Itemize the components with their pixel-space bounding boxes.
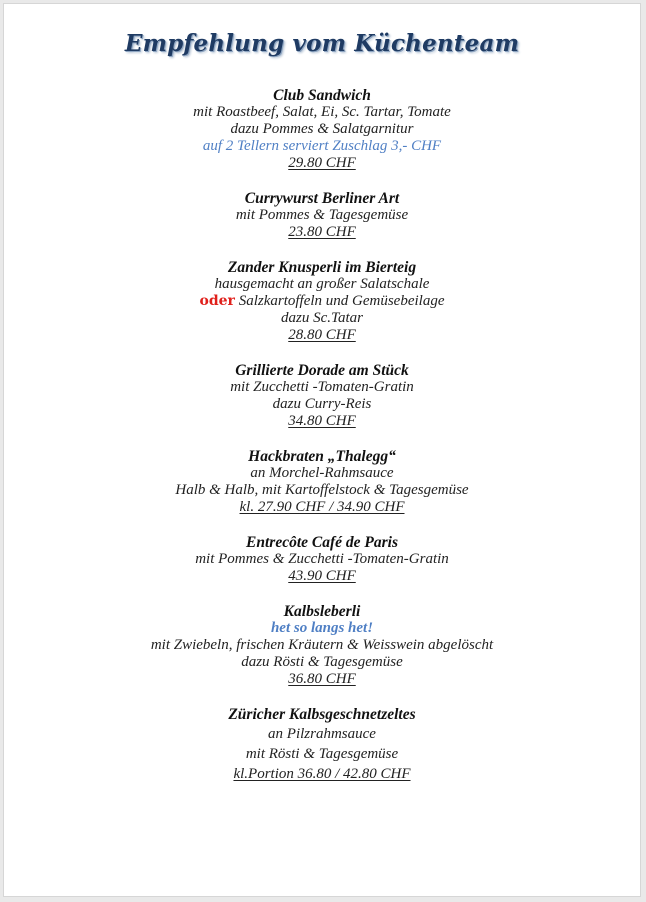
page-title: Empfehlung vom Küchenteam — [124, 30, 520, 57]
item-description: an Pilzrahmsauce — [268, 726, 376, 742]
item-surcharge-note: auf 2 Tellern serviert Zuschlag 3,- CHF — [202, 138, 442, 154]
item-description-alternative — [4, 293, 640, 310]
menu-item-kalbsleberli — [4, 603, 640, 688]
item-name: Club Sandwich — [273, 87, 371, 104]
item-price: 43.90 CHF — [288, 568, 356, 584]
menu-item-entrecote — [4, 534, 640, 585]
item-price: 28.80 CHF — [288, 327, 356, 343]
menu-item-kalbsgeschnetzeltes — [4, 706, 640, 783]
menu-list — [4, 87, 640, 783]
item-description: dazu Curry-Reis — [272, 396, 372, 412]
item-description: mit Rösti & Tagesgemüse — [245, 746, 399, 762]
item-price: kl.Portion 36.80 / 42.80 CHF — [233, 766, 411, 782]
menu-item-zander — [4, 259, 640, 344]
item-price: 34.80 CHF — [288, 413, 356, 429]
item-price: 29.80 CHF — [288, 155, 356, 171]
item-name: Züricher Kalbsgeschnetzeltes — [228, 706, 416, 723]
item-price: 23.80 CHF — [288, 224, 356, 240]
item-description: mit Roastbeef, Salat, Ei, Sc. Tartar, Tomate — [193, 104, 451, 120]
menu-item-dorade — [4, 362, 640, 430]
item-name: Grillierte Dorade am Stück — [235, 362, 409, 379]
item-description: mit Pommes & Tagesgemüse — [235, 207, 409, 223]
item-name: Zander Knusperli im Bierteig — [227, 259, 417, 276]
oder-highlight: oder — [199, 293, 235, 309]
item-name: Entrecôte Café de Paris — [246, 534, 398, 551]
menu-item-club-sandwich — [4, 87, 640, 172]
item-name: Hackbraten „Thalegg“ — [248, 448, 396, 465]
menu-item-hackbraten — [4, 448, 640, 516]
item-tagline: het so langs het! — [270, 620, 374, 636]
menu-page — [3, 3, 641, 897]
menu-item-currywurst — [4, 190, 640, 241]
item-price: kl. 27.90 CHF / 34.90 CHF — [239, 499, 405, 515]
item-description: dazu Sc.Tatar — [281, 310, 363, 326]
item-description: hausgemacht an großer Salatschale — [214, 276, 430, 292]
item-description: dazu Pommes & Salatgarnitur — [230, 121, 414, 137]
item-description: mit Zucchetti -Tomaten-Gratin — [230, 379, 414, 395]
item-description: dazu Rösti & Tagesgemüse — [241, 654, 403, 670]
item-name: Currywurst Berliner Art — [244, 190, 400, 207]
item-price: 36.80 CHF — [288, 671, 356, 687]
item-description: mit Pommes & Zucchetti -Tomaten-Gratin — [195, 551, 449, 567]
item-description: mit Zwiebeln, frischen Kräutern & Weisswein abgelöscht — [150, 637, 494, 653]
item-description: an Morchel-Rahmsauce — [250, 465, 394, 481]
item-description: Halb & Halb, mit Kartoffelstock & Tagesgemüse — [175, 482, 469, 498]
item-name: Kalbsleberli — [283, 603, 361, 620]
item-description: Salzkartoffeln und Gemüsebeilage — [238, 293, 445, 309]
